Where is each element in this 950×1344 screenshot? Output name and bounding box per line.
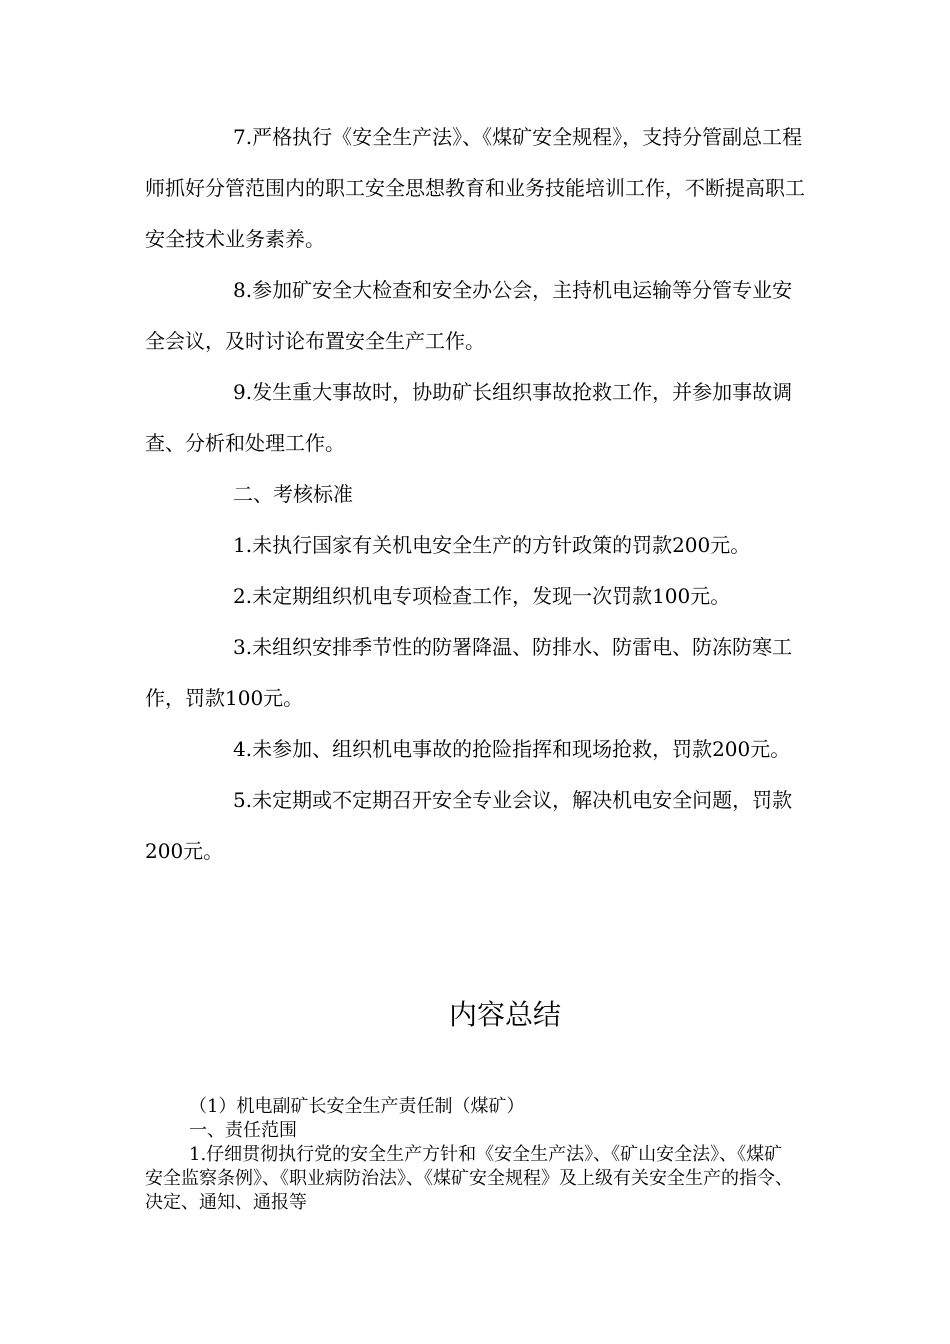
section-heading-assessment: 二、考核标准: [233, 482, 353, 506]
summary-line-2: 一、责任范围: [189, 1120, 297, 1141]
assessment-item-3: 3.未组织安排季节性的防署降温、防排水、防雷电、防冻防寒工作，罚款100元。: [145, 635, 793, 710]
paragraph-9: 9.发生重大事故时，协助矿长组织事故抢救工作，并参加事故调查、分析和处理工作。: [145, 380, 793, 455]
summary-line-3: 1.仔细贯彻执行党的安全生产方针和《安全生产法》、《矿山安全法》、《煤矿安全监察条例》、《职业病防治法》、《煤矿安全规程》及上级有关安全生产的指令、决定、通知、通报等: [145, 1144, 793, 1213]
summary-title: 内容总结: [448, 998, 561, 1031]
summary-line-1: （1）机电副矿长安全生产责任制（煤矿）: [189, 1096, 525, 1117]
assessment-item-1: 1.未执行国家有关机电安全生产的方针政策的罚款200元。: [233, 533, 751, 557]
document-body: [145, 112, 805, 877]
summary-body: [145, 1095, 795, 1215]
assessment-item-5: 5.未定期或不定期召开安全专业会议，解决机电安全问题，罚款200元。: [145, 788, 793, 863]
assessment-item-4: 4.未参加、组织机电事故的抢险指挥和现场抢救，罚款200元。: [233, 737, 791, 761]
paragraph-7: 7.严格执行《安全生产法》、《煤矿安全规程》，支持分管副总工程师抓好分管范围内的职工安全思想教育和业务技能培训工作，不断提高职工安全技术业务素养。: [145, 125, 805, 251]
paragraph-8: 8.参加矿安全大检查和安全办公会，主持机电运输等分管专业安全会议，及时讨论布置安全生产工作。: [145, 278, 793, 353]
assessment-item-2: 2.未定期组织机电专项检查工作，发现一次罚款100元。: [233, 584, 731, 608]
